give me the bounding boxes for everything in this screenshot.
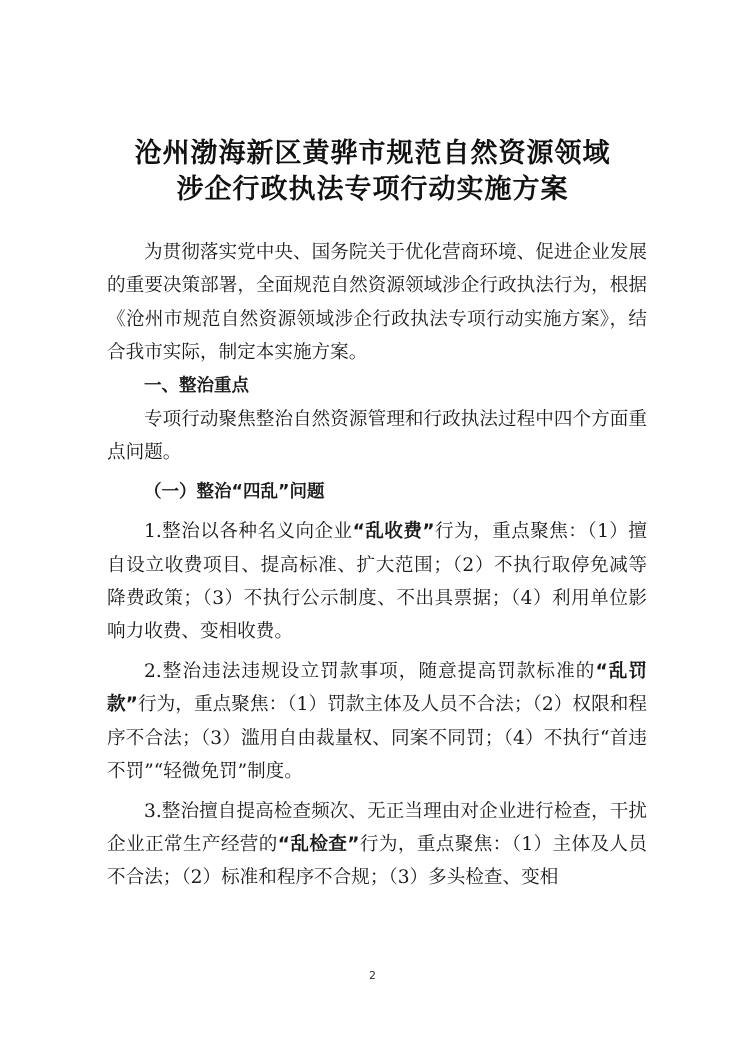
item-1-text-pre: 1.整治以各种名义向企业	[144, 521, 353, 543]
item-2-text-pre: 2.整治违法违规设立罚款事项，随意提高罚款标准的	[144, 660, 596, 682]
section-heading-1: 一、整治重点	[144, 375, 249, 396]
document-title-line-1: 沧州渤海新区黄骅市规范自然资源领域	[134, 138, 611, 169]
document-title-line-2: 涉企行政执法专项行动实施方案	[176, 174, 569, 205]
item-3-text-pre: 3.整治擅自提高检查频次、无正当理由对企业进行检查，干扰企业正常生产经营的	[107, 800, 647, 855]
section-1-paragraph: 专项行动聚焦整治自然资源管理和行政执法过程中四个方面重点问题。	[107, 409, 647, 464]
item-3-text-post: 行为，重点聚焦：（1）主体及人员不合法；（2）标准和程序不合规；（3）多头检查、变相	[107, 833, 647, 889]
page-number: 2	[369, 969, 376, 982]
item-3-paragraph	[107, 795, 647, 895]
item-1-paragraph	[107, 515, 647, 649]
item-1-text-post: 行为，重点聚焦：（1）擅自设立收费项目、提高标准、扩大范围；（2）不执行取停免减等降费政策；（3）不执行公示制度、不出具票据；（4）利用单位影响力收费、变相收费。	[107, 521, 647, 643]
item-2-paragraph	[107, 655, 647, 789]
document-body	[107, 236, 647, 895]
item-2-text-post: 行为，重点聚焦：（1）罚款主体及人员不合法；（2）权限和程序不合法；（3）滥用自由裁量权、同案不同罚；（4）不执行“首违不罚”“轻微免罚”制度。	[107, 694, 647, 783]
item-1-keyword: “乱收费”	[352, 521, 435, 543]
subsection-heading-1: （一）整治“四乱”问题	[144, 481, 325, 502]
item-2-keyword: “乱罚款”	[107, 660, 647, 716]
intro-paragraph: 为贯彻落实党中央、国务院关于优化营商环境、促进企业发展的重要决策部署，全面规范自然资源领域涉企行政执法行为，根据《沧州市规范自然资源领域涉企行政执法专项行动实施方案》，结合我市实际，制定本实施方案。	[107, 242, 647, 364]
item-3-keyword: “乱检查”	[277, 833, 360, 855]
